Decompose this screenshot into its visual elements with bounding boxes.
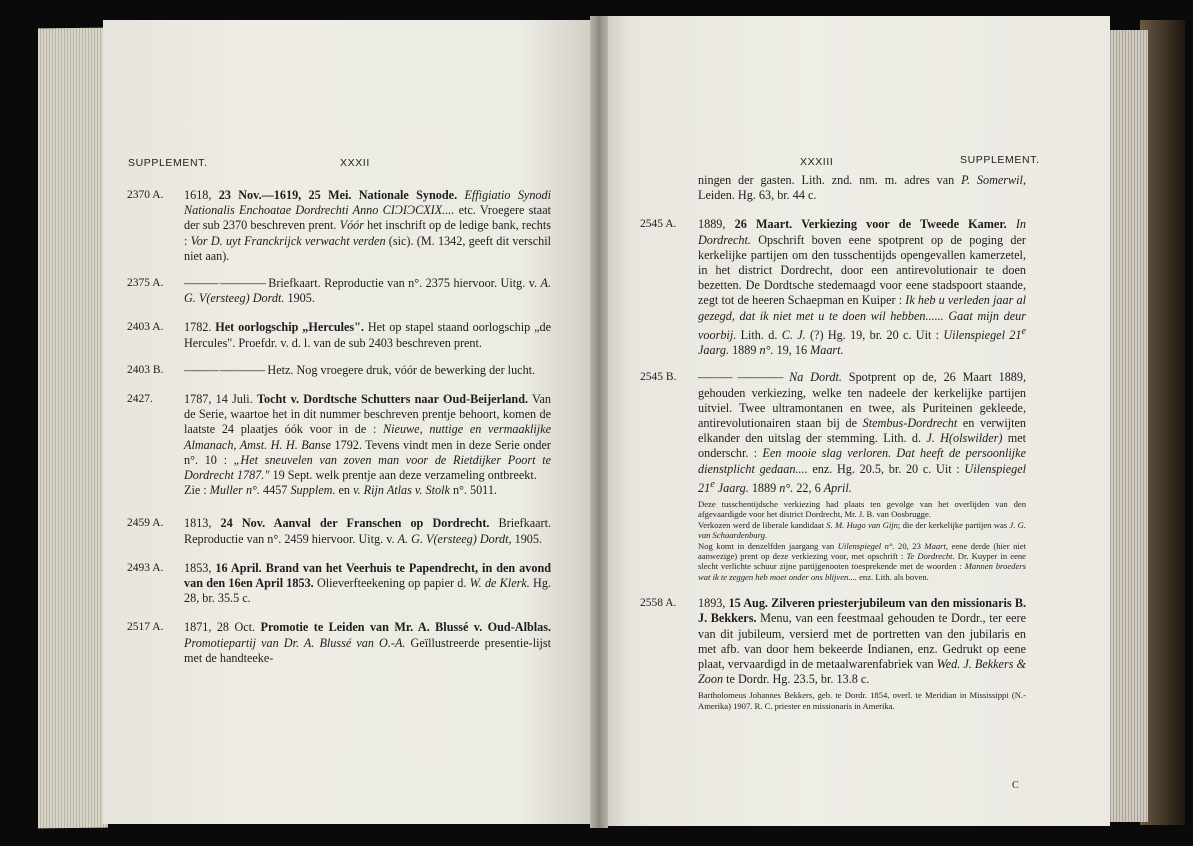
left-page-edges <box>38 28 108 829</box>
entry-number: 2403 B. <box>127 363 164 376</box>
entry-number: 2375 A. <box>127 277 164 290</box>
right-page <box>600 16 1110 826</box>
left-running-header-title: SUPPLEMENT. <box>128 157 208 169</box>
entry-number: 2370 A. <box>127 189 164 201</box>
entry-number: 2493 A. <box>127 561 164 574</box>
entry-text: 1787, 14 Juli. Tocht v. Dordtsche Schutters naar Oud-Beijerland. Van de Serie, waartoe het in dit nummer beschreven prentje behoort, komen de laatste 24 plaatjes óók voor in de : Nieuwe, nuttige en vermaaklijke Almanach, Amst. H. H. Banse 1792. Tevens vindt men in deze Serie onder n°. 10 : „Het sneuvelen van zoven man voor de Rietdijker Poort te Dordrecht 1787." 19 Sept. welk prentje aan deze verzameling ontbreekt. Zie : Muller n°. 4457 Supplem. en v. Rijn Atlas v. Stolk n°. 5011. <box>184 392 552 498</box>
signature-mark: C <box>1012 780 1019 791</box>
catalogue-entry <box>127 516 551 546</box>
catalogue-entry <box>640 217 1027 358</box>
entry-number: 2558 A. <box>640 597 677 610</box>
entry-text: 1853, 16 April. Brand van het Veerhuis te Papendrecht, in den avond van den 16en April 1853. Olieverfteekening op papier d. W. de Klerk. Hg. 28, br. 35.5 c. <box>184 560 551 606</box>
catalogue-entry <box>127 620 551 666</box>
entry-footnote: Bartholomeus Johannes Bekkers, geb. te Dordr. 1854, overl. te Meridian in Mississippi (N.-Amerika) 1907. R. C. priester en missionaris in Amerika. <box>698 690 1026 711</box>
catalogue-entry <box>127 276 551 306</box>
left-page <box>103 20 597 824</box>
entry-text: 1889, 26 Maart. Verkiezing voor de Tweede Kamer. In Dordrecht. Opschrift boven eene spotprent op de poging der kerkelijke partijen om den tusschentijds opengevallen kamerzetel, in het district Dordrecht, door een antirevolutionair te doen bezetten. De Dordtsche stedemaagd voor eene stadspoort staande, zegt tot de heeren Schaepman en Kuiper : Ik heb u verleden jaar al gezegd, dat ik niet met u te doen wil hebben...... Gaat mijn deur voorbij. Lith. d. C. J. (?) Hg. 19, br. 20 c. Uit : Uilenspiegel 21e Jaarg. 1889 n°. 19, 16 Maart. <box>698 217 1027 358</box>
entry-number: 2403 A. <box>127 321 164 334</box>
right-page-edges <box>1108 30 1148 822</box>
catalogue-entry <box>127 188 551 264</box>
entry-text: 1782. Het oorlogschip „Hercules". Het op stapel staand oorlogschip „de Hercules". Proefdr. v. d. l. van de sub 2403 beschreven prent. <box>184 320 551 350</box>
catalogue-entry <box>640 370 1027 582</box>
entry-text: 1871, 28 Oct. Promotie te Leiden van Mr. A. Blussé v. Oud-Alblas. Promotiepartij van Dr. A. Blussé van O.-A. Geïllustreerde presentie-lijst met de handteeke- <box>184 620 551 665</box>
entry-text: 1618, 23 Nov.—1619, 25 Mei. Nationale Synode. Effigiatio Synodi Nationalis Enchoatae Dordrechti Anno CIƆIƆCXIX.... etc. Vroegere staat der sub 2370 beschreven prent. Vóór het inschrift op de ledige bank, rechts : Vor D. uyt Franckrijck verwacht verden (sic). (M. 1342, geeft dit verschil niet aan). <box>184 188 552 263</box>
entry-text: ——— ———— Na Dordt. Spotprent op de, 26 Maart 1889, gehouden verkiezing, welke ten nadeele der kerkelijke partijen uitviel. Twee ultramontanen en twee, als Puriteinen gekleede, antirevolutionairen staan bij de Stembus-Dordrecht en verwijten elkander den uitslag der stemming. Lith. d. J. H(olswilder) met onderschr. : Een mooie slag verloren. Dat heeft de persoonlijke dienstplicht gedaan.... enz. Hg. 20.5, br. 20 c. Uit : Uilenspiegel 21e Jaarg. 1889 n°. 22, 6 April. <box>698 370 1027 495</box>
entry-footnote: Deze tusschentijdsche verkiezing had plaats ten gevolge van het overlijden van den afgevaardigde voor het district Dordrecht, Mr. J. B. van Oosbrugge. Verkozen werd de liberale kandidaat S. M. Hugo van Gijn; die der kerkelijke partijen was J. G. van Schaardenburg. Nog komt in denzelfden jaargang van Uilenspiegel n°. 20, 23 Maart, eene derde (hier niet aanwezige) prent op deze verkiezing voor, met opschrift : Te Dordrecht. Dr. Kuyper in eene slecht verlichte schuur zijne partijgenooten toesprekende met de woorden : Mannen broeders wat ik te zeggen heb moet onder ons blijven.... enz. Lith. als boven. <box>698 498 1026 582</box>
right-page-body <box>640 173 1027 711</box>
entry-text: 1893, 15 Aug. Zilveren priesterjubileum van den missionaris B. J. Bekkers. Menu, van een feestmaal gehouden te Dordr., ter eere van dit jubileum, versierd met de portretten van den jubilaris en met afb. van door hem bekeerde Indianen, enz. Gedrukt op eene plaat, vervaardigd in de metaalwarenfabriek van Wed. J. Bekkers & Zoon te Dordr. Hg. 23.5, br. 13.8 c. <box>698 596 1027 687</box>
entry-text: 1813, 24 Nov. Aanval der Franschen op Dordrecht. Briefkaart. Reproductie van n°. 2459 hiervoor. Uitg. v. A. G. V(ersteeg) Dordt, 1905. <box>184 516 551 546</box>
entry-number: 2545 B. <box>640 371 677 384</box>
catalogue-entry <box>127 392 551 498</box>
entry-number: 2545 A. <box>640 218 677 231</box>
entry-number: 2517 A. <box>127 621 164 634</box>
entry-number: 2459 A. <box>127 517 164 530</box>
left-page-number: XXXII <box>340 157 370 169</box>
left-page-body <box>127 176 551 666</box>
catalogue-entry <box>640 596 1027 711</box>
book-gutter <box>590 16 608 828</box>
continued-entry-text: ningen der gasten. Lith. znd. nm. m. adres van P. Somerwil, Leiden. Hg. 63, br. 44 c. <box>698 173 1026 203</box>
entry-text: ——— ———— Hetz. Nog vroegere druk, vóór de bewerking der lucht. <box>184 362 536 377</box>
catalogue-entry <box>127 561 551 607</box>
entry-text: ——— ———— Briefkaart. Reproductie van n°. 2375 hiervoor. Uitg. v. A. G. V(ersteeg) Dordt. 1905. <box>184 276 552 306</box>
catalogue-entry <box>127 320 551 350</box>
right-running-header-title: SUPPLEMENT. <box>960 154 1040 166</box>
right-page-number: XXXIII <box>800 156 834 168</box>
entry-number: 2427. <box>127 393 153 406</box>
catalogue-entry <box>127 363 551 378</box>
